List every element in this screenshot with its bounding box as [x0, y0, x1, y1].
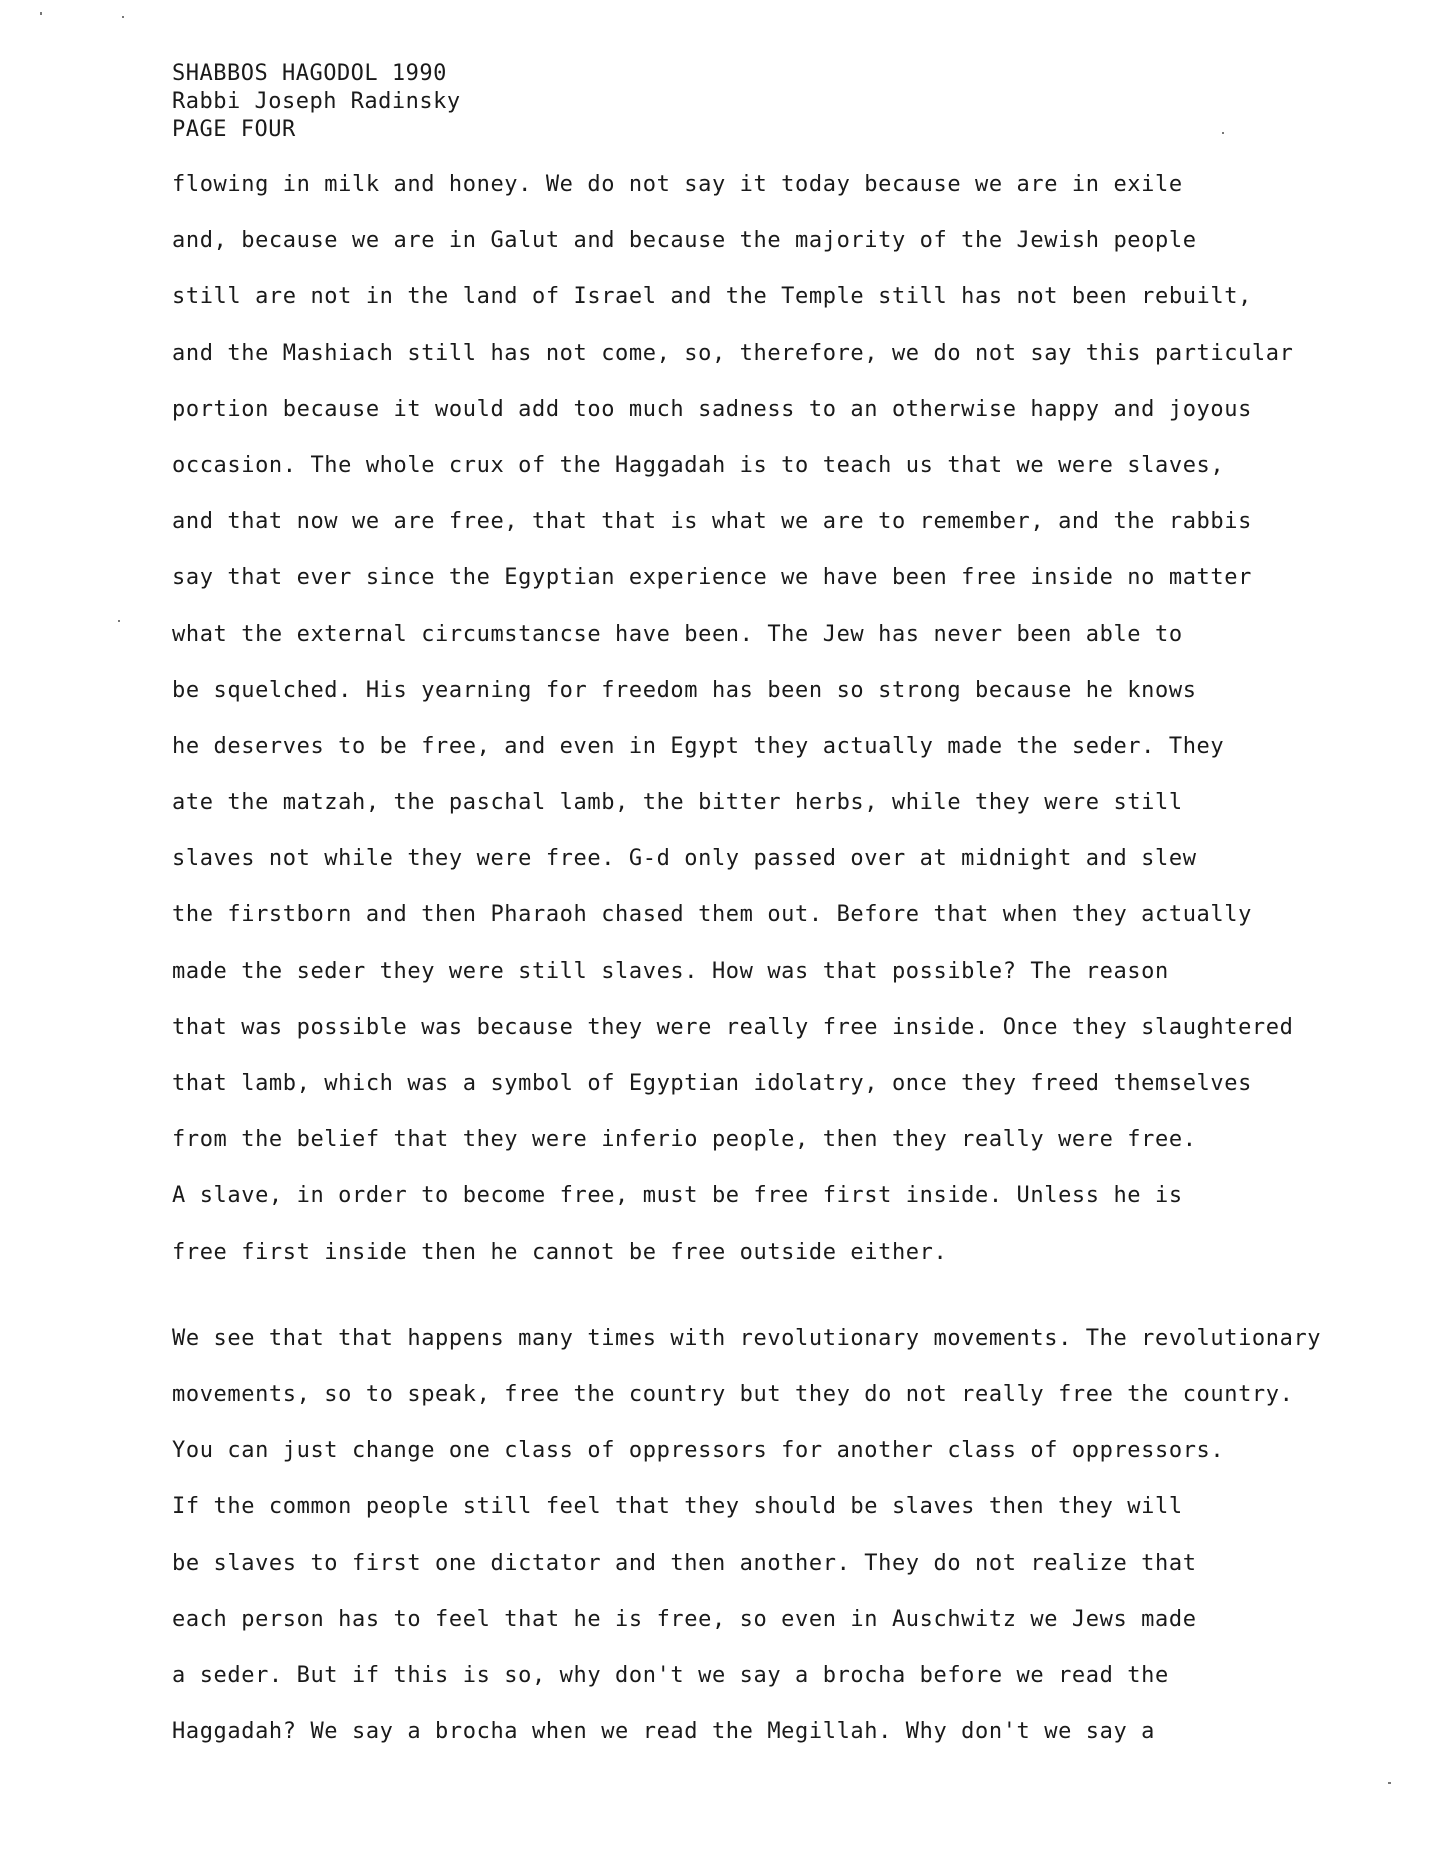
- paragraph: [172, 1319, 1372, 1769]
- text-line: You can just change one class of oppressors for another class of oppressors.: [172, 1438, 1225, 1464]
- paragraph: [172, 165, 1372, 1289]
- text-line: We see that that happens many times with revolutionary movements. The revolutionary: [172, 1325, 1322, 1351]
- text-line: what the external circumstancse have been. The Jew has never been able to: [172, 621, 1183, 647]
- paragraph-gap: [172, 1289, 1372, 1319]
- text-line: Haggadah? We say a brocha when we read the Megillah. Why don't we say a: [172, 1719, 1156, 1745]
- scan-mark: [118, 620, 120, 622]
- scan-mark: [1222, 132, 1224, 134]
- text-line: and, because we are in Galut and because the majority of the Jewish people: [172, 228, 1197, 254]
- header-title: SHABBOS HAGODOL 1990: [172, 61, 447, 86]
- text-line: made the seder they were still slaves. How was that possible? The reason: [172, 958, 1169, 984]
- text-line: and that now we are free, that that is what we are to remember, and the rabbis: [172, 509, 1252, 535]
- document-body: [172, 165, 1372, 1768]
- scan-mark: [1388, 1782, 1391, 1784]
- scan-mark: [40, 12, 42, 15]
- text-line: be squelched. His yearning for freedom has been so strong because he knows: [172, 677, 1197, 703]
- text-line: still are not in the land of Israel and the Temple still has not been rebuilt,: [172, 284, 1252, 310]
- text-line: and the Mashiach still has not come, so, therefore, we do not say this particular: [172, 340, 1294, 366]
- text-line: he deserves to be free, and even in Egypt they actually made the seder. They: [172, 733, 1225, 759]
- text-line: each person has to feel that he is free, so even in Auschwitz we Jews made: [172, 1606, 1197, 1632]
- text-line: free first inside then he cannot be free outside either.: [172, 1239, 948, 1265]
- text-line: a seder. But if this is so, why don't we say a brocha before we read the: [172, 1662, 1169, 1688]
- scan-mark: [122, 16, 124, 18]
- text-line: occasion. The whole crux of the Haggadah is to teach us that we were slaves,: [172, 452, 1225, 478]
- text-line: be slaves to first one dictator and then another. They do not realize that: [172, 1550, 1197, 1576]
- text-line: If the common people still feel that they should be slaves then they will: [172, 1494, 1183, 1520]
- text-line: A slave, in order to become free, must be free first inside. Unless he is: [172, 1183, 1183, 1209]
- text-line: the firstborn and then Pharaoh chased them out. Before that when they actually: [172, 902, 1252, 928]
- text-line: slaves not while they were free. G-d only passed over at midnight and slew: [172, 846, 1197, 872]
- text-line: flowing in milk and honey. We do not say it today because we are in exile: [172, 172, 1183, 197]
- text-line: portion because it would add too much sadness to an otherwise happy and joyous: [172, 396, 1252, 422]
- text-line: say that ever since the Egyptian experience we have been free inside no matter: [172, 565, 1252, 591]
- text-line: that lamb, which was a symbol of Egyptian idolatry, once they freed themselves: [172, 1071, 1252, 1096]
- document-header: [172, 60, 461, 144]
- text-line: movements, so to speak, free the country but they do not really free the country.: [172, 1381, 1294, 1407]
- header-page-label: PAGE FOUR: [172, 117, 296, 142]
- text-line: ate the matzah, the paschal lamb, the bitter herbs, while they were still: [172, 790, 1183, 816]
- text-line: that was possible was because they were really free inside. Once they slaughtered: [172, 1014, 1294, 1040]
- text-line: from the belief that they were inferio people, then they really were free.: [172, 1127, 1197, 1153]
- header-author: Rabbi Joseph Radinsky: [172, 89, 461, 114]
